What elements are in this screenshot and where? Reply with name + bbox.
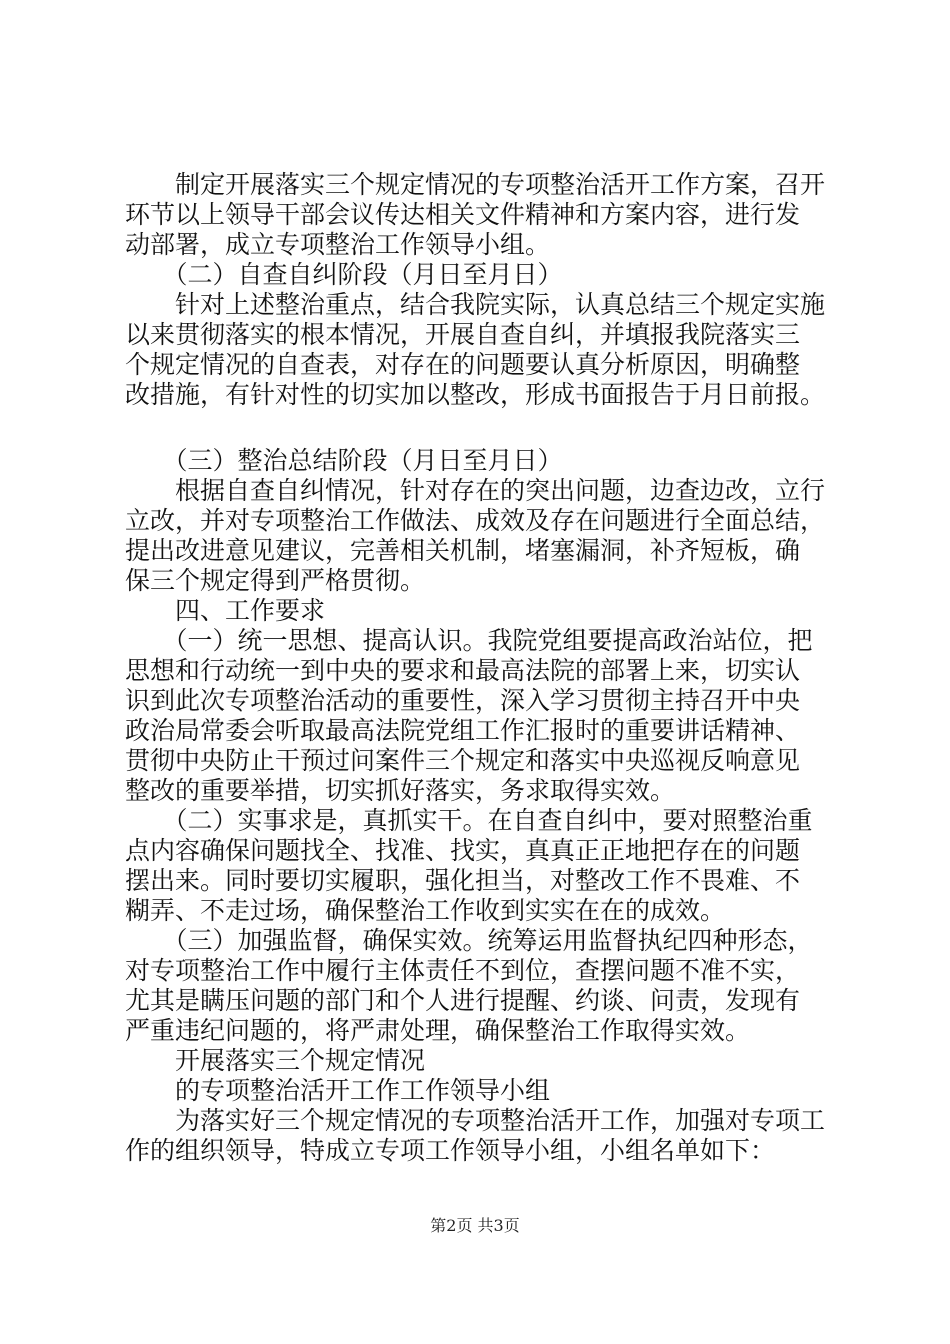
text-line: 立改，并对专项整治工作做法、成效及存在问题进行全面总结， xyxy=(125,506,826,535)
page-number: 第2页 共3页 xyxy=(430,1216,520,1235)
text-line: 动部署，成立专项整治工作领导小组。 xyxy=(125,230,551,259)
text-line: 开展落实三个规定情况 xyxy=(125,1046,426,1075)
text-line: （一）统一思想、提高认识。我院党组要提高政治站位，把 xyxy=(125,626,813,655)
text-line: 四、工作要求 xyxy=(125,596,326,625)
page-footer xyxy=(0,1216,950,1236)
text-line: 严重违纪问题的，将严肃处理，确保整治工作取得实效。 xyxy=(125,1016,751,1045)
text-line: 制定开展落实三个规定情况的专项整治活开工作方案，召开 xyxy=(125,170,826,199)
text-line: 点内容确保问题找全、找准、找实，真真正正地把存在的问题 xyxy=(125,836,801,865)
text-line: 贯彻中央防止干预过问案件三个规定和落实中央巡视反响意见 xyxy=(125,746,801,775)
text-line xyxy=(125,410,835,446)
text-line: （三）整治总结阶段（月日至月日） xyxy=(125,446,563,475)
text-line: 作的组织领导，特成立专项工作领导小组，小组名单如下： xyxy=(125,1136,776,1165)
paragraph-lines xyxy=(125,170,835,1166)
text-line: 识到此次专项整治活动的重要性，深入学习贯彻主持召开中央 xyxy=(125,686,801,715)
document-body xyxy=(125,170,835,1166)
text-line: 提出改进意见建议，完善相关机制，堵塞漏洞，补齐短板，确 xyxy=(125,536,801,565)
text-line: 针对上述整治重点，结合我院实际，认真总结三个规定实施 xyxy=(125,290,826,319)
text-line: （二）自查自纠阶段（月日至月日） xyxy=(125,260,563,289)
text-line: 根据自查自纠情况，针对存在的突出问题，边查边改，立行 xyxy=(125,476,826,505)
text-line: 思想和行动统一到中央的要求和最高法院的部署上来，切实认 xyxy=(125,656,801,685)
text-line: 对专项整治工作中履行主体责任不到位，查摆问题不准不实， xyxy=(125,956,801,985)
text-line: 整改的重要举措，切实抓好落实，务求取得实效。 xyxy=(125,776,676,805)
text-line: 尤其是瞒压问题的部门和个人进行提醒、约谈、问责，发现有 xyxy=(125,986,801,1015)
text-line: （二）实事求是，真抓实干。在自查自纠中，要对照整治重 xyxy=(125,806,813,835)
text-line: 保三个规定得到严格贯彻。 xyxy=(125,566,426,595)
text-line: 个规定情况的自查表，对存在的问题要认真分析原因，明确整 xyxy=(125,350,801,379)
text-line: 糊弄、不走过场，确保整治工作收到实实在在的成效。 xyxy=(125,896,726,925)
text-line: 改措施，有针对性的切实加以整改，形成书面报告于月日前报。 xyxy=(125,380,826,409)
text-line: 以来贯彻落实的根本情况，开展自查自纠，并填报我院落实三 xyxy=(125,320,801,349)
text-line: 政治局常委会听取最高法院党组工作汇报时的重要讲话精神、 xyxy=(125,716,801,745)
text-line: 的专项整治活开工作工作领导小组 xyxy=(125,1076,551,1105)
text-line: 环节以上领导干部会议传达相关文件精神和方案内容，进行发 xyxy=(125,200,801,229)
text-line: 为落实好三个规定情况的专项整治活开工作，加强对专项工 xyxy=(125,1106,826,1135)
text-line: （三）加强监督，确保实效。统筹运用监督执纪四种形态， xyxy=(125,926,813,955)
text-line: 摆出来。同时要切实履职，强化担当，对整改工作不畏难、不 xyxy=(125,866,801,895)
